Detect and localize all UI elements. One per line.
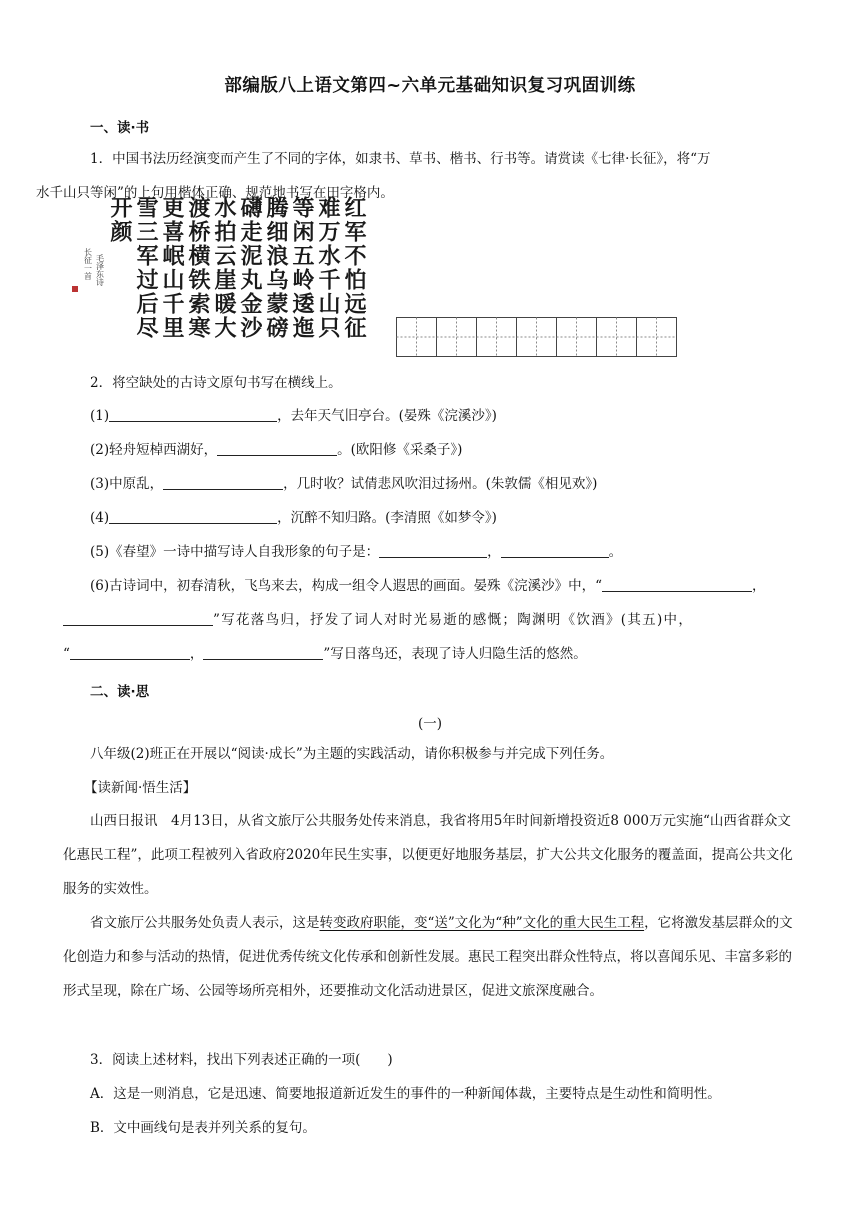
item-3-suffix: ，几时收？试倩悲风吹泪过扬州。(朱敦儒《相见欢》) [283,476,598,492]
item-5-prefix: (5)《春望》一诗中描写诗人自我形象的句子是： [90,544,380,560]
item-4-prefix: (4) [90,510,110,526]
item-6-mid: ， [189,646,204,662]
calligraphy-image [64,188,370,358]
item-6-text-3: ”写日落鸟还，表现了诗人归隐生活的悠然。 [323,646,587,662]
para-2-end: ，它将激发基层群众的文化创造力和参与活动的热情，促进优秀传统文化传承和创新性发展。惠民工程突出群众性特点，将以喜闻乐见、丰富多彩的形式呈现，除在广场、公园等场所亮相外，还要推动文化活动进景区，促进文旅深度融合。 [63,915,793,999]
item-5-mid: ， [487,544,501,560]
calligraphy-inscription-2: 长征一首 [83,248,93,280]
item-2-blank[interactable] [217,440,337,456]
activity-intro: 八年级(2)班正在开展以“阅读·成长”为主题的实践活动，请你积极参与并完成下列任务。 [90,746,614,762]
question-2-item-6-line-3 [63,644,587,664]
question-2-item-3 [90,474,597,494]
item-5-blank-2[interactable] [501,542,609,558]
seal-stamp [72,286,78,292]
item-3-prefix: (3)中原乱， [90,476,164,492]
question-3-option-b[interactable]: B．文中画线句是表并列关系的复句。 [90,1120,316,1136]
calligraphy-column: 渡桥横铁索寒 [185,196,211,340]
question-3-option-a[interactable]: A．这是一则消息，它是迅速、简要地报道新近发生的事件的一种新闻体裁，主要特点是生动性和简明性。 [90,1086,721,1102]
item-6-text-2: ”写花落鸟归，抒发了词人对时光易逝的感慨；陶渊明《饮酒》(其五)中， [213,612,694,628]
question-1-line-2: 水千山只等闲”的上句用楷体正确、规范地书写在田字格内。 [36,185,394,201]
item-6-blank-3[interactable] [70,644,190,660]
calligraphy-column: 等闲五岭逶迤 [289,196,315,340]
para-2-start: 省文旅厅公共服务处负责人表示，这是 [90,915,320,931]
item-1-suffix: ，去年天气旧亭台。(晏殊《浣溪沙》) [277,408,497,424]
item-6-blank-2[interactable] [63,610,213,626]
item-2-prefix: (2)轻舟短棹西湖好， [90,442,218,458]
item-6-blank-1[interactable] [602,576,752,592]
calligraphy-column: 腾细浪乌蒙磅 [263,196,289,340]
calligraphy-inscription-1: 毛泽东诗 [95,254,105,286]
news-paragraph-2 [63,906,798,1008]
section-heading-2: 二、读·思 [90,684,150,700]
subheading-news: 【读新闻·悟生活】 [84,780,197,796]
question-2-item-6-line-1 [90,576,766,596]
calligraphy-column: 更喜岷山千里 [159,196,185,340]
item-4-suffix: ，沉醉不知归路。(李清照《如梦令》) [277,510,497,526]
question-2-intro: 2．将空缺处的古诗文原句书写在横线上。 [90,375,342,391]
news-paragraph-1: 山西日报讯 4月13日，从省文旅厅公共服务处传来消息，我省将用5年时间新增投资近8 000万元实施“山西省群众文化惠民工程”，此项工程被列入省政府2020年民生实事，以便更好地服务基层，扩大公共文化服务的覆盖面，提高公共文化服务的实效性。 [63,813,793,897]
section-heading-1: 一、读·书 [90,120,150,136]
item-1-blank[interactable] [109,406,277,422]
calligraphy-column: 水拍云崖暖大 [211,196,237,340]
calligraphy-column: 开颜 [107,196,133,244]
item-6-blank-4[interactable] [203,644,323,660]
question-3-stem: 3．阅读上述材料，找出下列表述正确的一项( ) [90,1052,393,1068]
item-5-blank-1[interactable] [379,542,487,558]
item-4-blank[interactable] [109,508,277,524]
question-2-item-6-line-2 [63,610,693,630]
item-1-prefix: (1) [90,408,110,424]
item-6-open-quote: “ [63,646,70,662]
question-1-line-1: 1．中国书法历经演变而产生了不同的字体，如隶书、草书、楷书、行书等。请赏读《七律·长征》，将“万 [90,151,711,167]
question-2-item-5 [90,542,622,562]
tianzige-grid[interactable] [396,317,678,357]
part-label: (一) [417,716,443,732]
question-2-item-1 [90,406,497,426]
question-2-item-4 [90,508,497,528]
item-6-comma: ， [752,578,766,594]
question-2-item-2 [90,440,462,460]
underlined-sentence: 转变政府职能，变“送”文化为“种”文化的重大民生工程 [319,915,645,931]
item-2-suffix: 。(欧阳修《采桑子》) [337,442,463,458]
calligraphy-column: 难万水千山只 [315,196,341,340]
calligraphy-column: 礴走泥丸金沙 [237,196,263,340]
item-6-prefix: (6)古诗词中，初春清秋，飞鸟来去，构成一组令人遐思的画面。晏殊《浣溪沙》中，“ [90,578,603,594]
calligraphy-column: 雪三军过后尽 [133,196,159,340]
item-5-suffix: 。 [608,544,623,560]
calligraphy-column: 红军不怕远征 [341,196,367,340]
item-3-blank[interactable] [163,474,283,490]
page-title: 部编版八上语文第四~六单元基础知识复习巩固训练 [224,76,636,96]
